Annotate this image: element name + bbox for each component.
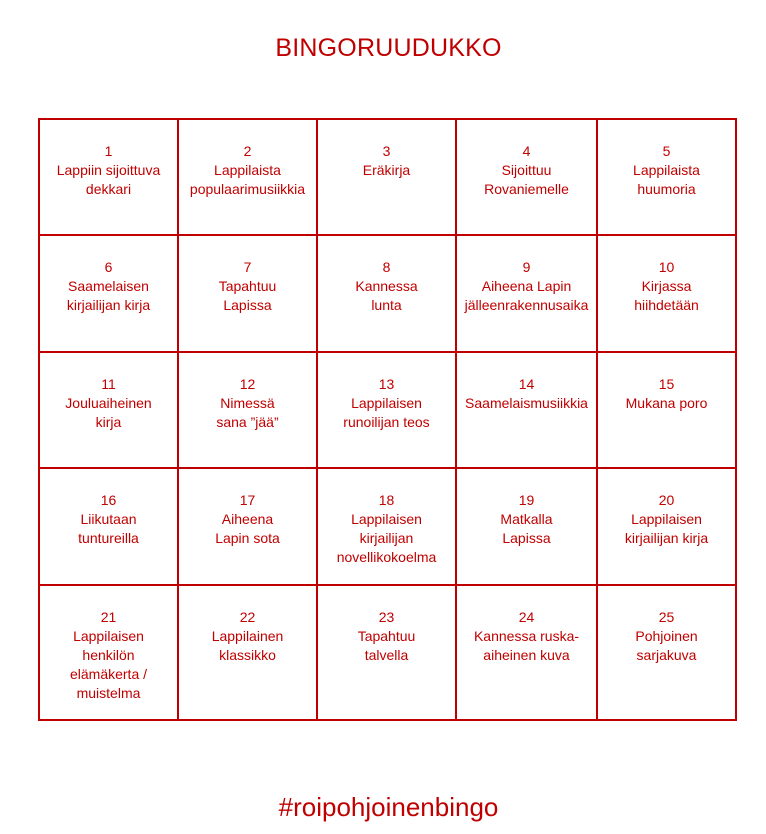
- cell-number: 24: [518, 608, 535, 625]
- cell-number: 20: [658, 492, 675, 509]
- cell-label: Matkalla Lapissa: [500, 511, 553, 547]
- cell-label: Lappilaisen runoilijan teos: [343, 394, 430, 430]
- cell-number: 3: [382, 143, 391, 159]
- cell-label: Sijoittuu Rovaniemelle: [484, 162, 569, 197]
- cell-number: 9: [522, 259, 531, 276]
- cell-number: 7: [243, 259, 252, 276]
- cell-number: 8: [382, 259, 391, 276]
- bingo-cell: [317, 119, 456, 235]
- hashtag: #roipohjoinenbingo: [278, 792, 499, 822]
- bingo-cell: [597, 235, 736, 351]
- bingo-cell: [178, 352, 317, 468]
- cell-number: 6: [104, 259, 113, 276]
- cell-number: 14: [518, 375, 535, 392]
- cell-label: Lappilaista populaarimusiikkia: [189, 162, 306, 197]
- bingo-cell: [597, 585, 736, 721]
- cell-number: 19: [518, 492, 535, 509]
- cell-label: Kirjassa hiihdetään: [634, 278, 699, 314]
- bingo-cell: [597, 352, 736, 468]
- bingo-cell: [178, 119, 317, 235]
- cell-label: Eräkirja: [362, 162, 411, 178]
- cell-label: Lappilaista huumoria: [633, 162, 700, 197]
- cell-number: 2: [243, 143, 252, 159]
- cell-number: 12: [239, 375, 256, 392]
- bingo-cell: [597, 468, 736, 584]
- cell-label: Lappilaisen henkilön elämäkerta / muistelma: [69, 627, 148, 701]
- cell-label: Jouluaiheinen kirja: [65, 394, 152, 430]
- cell-number: 15: [658, 375, 675, 392]
- bingo-cell: [39, 119, 178, 235]
- cell-number: 23: [378, 608, 395, 625]
- cell-label: Pohjoinen sarjakuva: [635, 627, 698, 663]
- bingo-cell: [317, 352, 456, 468]
- bingo-cell: [178, 235, 317, 351]
- cell-label: Liikutaan tuntureilla: [78, 511, 139, 547]
- bingo-cell: [317, 235, 456, 351]
- bingo-cell: [39, 585, 178, 721]
- cell-number: 11: [101, 375, 116, 392]
- bingo-grid: [38, 118, 737, 721]
- bingo-cell: [456, 352, 597, 468]
- cell-label: Mukana poro: [625, 394, 708, 411]
- cell-number: 21: [100, 608, 117, 625]
- bingo-cell: [456, 235, 597, 351]
- cell-label: Tapahtuu talvella: [357, 627, 416, 663]
- bingo-cell: [456, 468, 597, 584]
- cell-label: Lappilaisen kirjailijan kirja: [624, 511, 709, 547]
- cell-label: Lappilaisen kirjailijan novellikokoelma: [336, 511, 437, 566]
- cell-label: Kannessa lunta: [355, 278, 418, 314]
- cell-number: 1: [104, 143, 113, 159]
- bingo-cell: [39, 352, 178, 468]
- page-title: BINGORUUDUKKO: [275, 34, 502, 62]
- bingo-cell: [456, 585, 597, 721]
- cell-number: 4: [522, 143, 531, 159]
- cell-label: Saamelaisen kirjailijan kirja: [66, 278, 151, 314]
- bingo-cell: [178, 468, 317, 584]
- cell-number: 5: [662, 143, 671, 159]
- cell-number: 25: [658, 608, 675, 625]
- bingo-cell: [456, 119, 597, 235]
- cell-label: Aiheena Lapin jälleenrakennusaika: [464, 278, 589, 314]
- cell-label: Lappilainen klassikko: [211, 627, 284, 663]
- bingo-cell: [317, 468, 456, 584]
- cell-number: 10: [658, 259, 675, 276]
- cell-number: 22: [239, 608, 256, 625]
- cell-number: 13: [378, 375, 395, 392]
- bingo-cell: [39, 235, 178, 351]
- bingo-cell: [597, 119, 736, 235]
- bingo-cell: [178, 585, 317, 721]
- cell-label: Tapahtuu Lapissa: [218, 278, 277, 314]
- cell-label: Saamelaismusiikkia: [465, 394, 588, 411]
- cell-number: 18: [378, 492, 395, 509]
- cell-number: 17: [239, 492, 256, 509]
- cell-label: Kannessa ruska- aiheinen kuva: [473, 627, 580, 663]
- cell-label: Aiheena Lapin sota: [215, 511, 280, 547]
- bingo-cell: [39, 468, 178, 584]
- bingo-cell: [317, 585, 456, 721]
- cell-label: Nimessä sana ”jää”: [216, 394, 279, 430]
- cell-number: 16: [100, 492, 117, 509]
- cell-label: Lappiin sijoittuva dekkari: [56, 162, 161, 197]
